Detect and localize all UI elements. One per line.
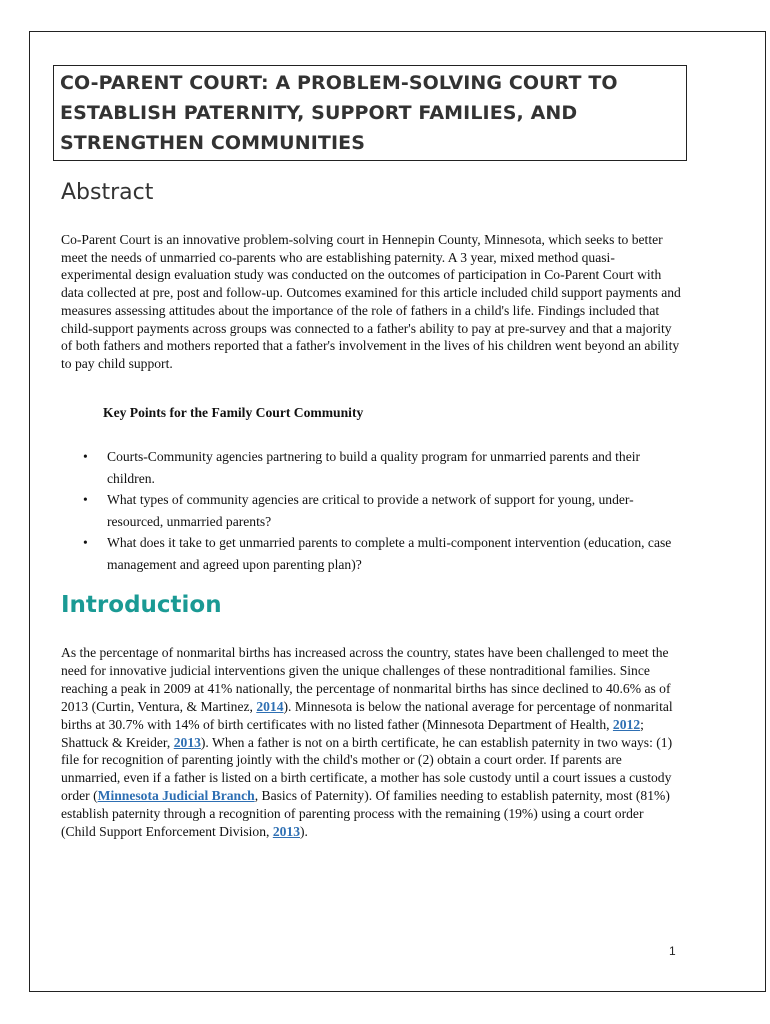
key-points-heading: Key Points for the Family Court Community	[103, 405, 364, 420]
intro-text-segment: ; Shattuck & Kreider,	[61, 716, 644, 750]
bullet-icon: •	[83, 449, 88, 464]
key-point-text: What does it take to get unmarried parents to complete a multi-component intervention (education, case management and agreed upon parenting plan)?	[107, 535, 672, 572]
article-title: CO-PARENT COURT: A PROBLEM-SOLVING COURT TO ESTABLISH PATERNITY, SUPPORT FAMILIES, AND STRENGTHEN COMMUNITIES	[53, 65, 687, 161]
list-item	[83, 532, 683, 575]
citation-link-2013b[interactable]: 2013	[272, 824, 300, 840]
citation-link-2012[interactable]: 2012	[612, 716, 641, 732]
key-points-list	[83, 446, 683, 575]
abstract-text: Co-Parent Court is an innovative problem-solving court in Hennepin County, Minnesota, which seeks to better meet the needs of unmarried co-parents who are establishing paternity. A 3 year, mixed method quasi-experimental design evaluation study was conducted on the outcomes of participation in Co-Parent Court with data collected at pre, post and follow-up. Outcomes examined for this article included child support payments and measures assessing attitudes about the importance of the role of fathers in a child's life. Findings included that child-support payments across groups was connected to a father's ability to pay at pre-survey and that a majority of both fathers and mothers reported that a father's involvement in the lives of his children went beyond an ability to pay child support.	[61, 232, 681, 371]
intro-text-segment: ). When a father is not on a birth certificate, he can establish paternity in two ways: (1) file for recognition of parenting jointly with the child's mother or (2) obtain a court order. If parents are unmarried, even if a father is listed on a birth certificate, a mother has sole custody until a court issues a custody order (	[61, 734, 673, 804]
list-item	[83, 446, 683, 489]
key-point-text: What types of community agencies are critical to provide a network of support for young, under-resourced, unmarried parents?	[107, 492, 634, 529]
minnesota-judicial-branch-link[interactable]: Minnesota Judicial Branch	[97, 788, 255, 804]
key-point-text: Courts-Community agencies partnering to build a quality program for unmarried parents and their children.	[107, 449, 641, 486]
introduction-text	[61, 644, 681, 841]
abstract-heading: Abstract	[61, 180, 154, 205]
intro-text-segment: As the percentage of nonmarital births has increased across the country, states have been challenged to meet the need for innovative judicial interventions given the unique challenges of these nontraditional families. Since reaching a peak in 2009 at 41% nationally, the percentage of nonmarital births has since declined to 40.6% as of 2013 (Curtin, Ventura, & Martinez,	[61, 645, 671, 714]
list-item	[83, 489, 683, 532]
page-number: 1	[669, 944, 676, 958]
intro-text-segment: ).	[300, 824, 308, 840]
introduction-heading: Introduction	[61, 592, 222, 618]
intro-text-segment: , Basics of Paternity). Of families needing to establish paternity, most (81%) establish paternity through a recognition of parenting process with the remaining (19%) using a court order (Child Support Enforcement Division,	[61, 788, 670, 840]
bullet-icon: •	[83, 492, 88, 507]
bullet-icon: •	[83, 535, 88, 550]
intro-text-segment: ). Minnesota is below the national average for percentage of nonmarital births at 30.7% with 14% of birth certificates with no listed father (Minnesota Department of Health,	[61, 698, 673, 732]
citation-link-2013[interactable]: 2013	[173, 734, 201, 750]
citation-link-2014[interactable]: 2014	[256, 698, 284, 714]
